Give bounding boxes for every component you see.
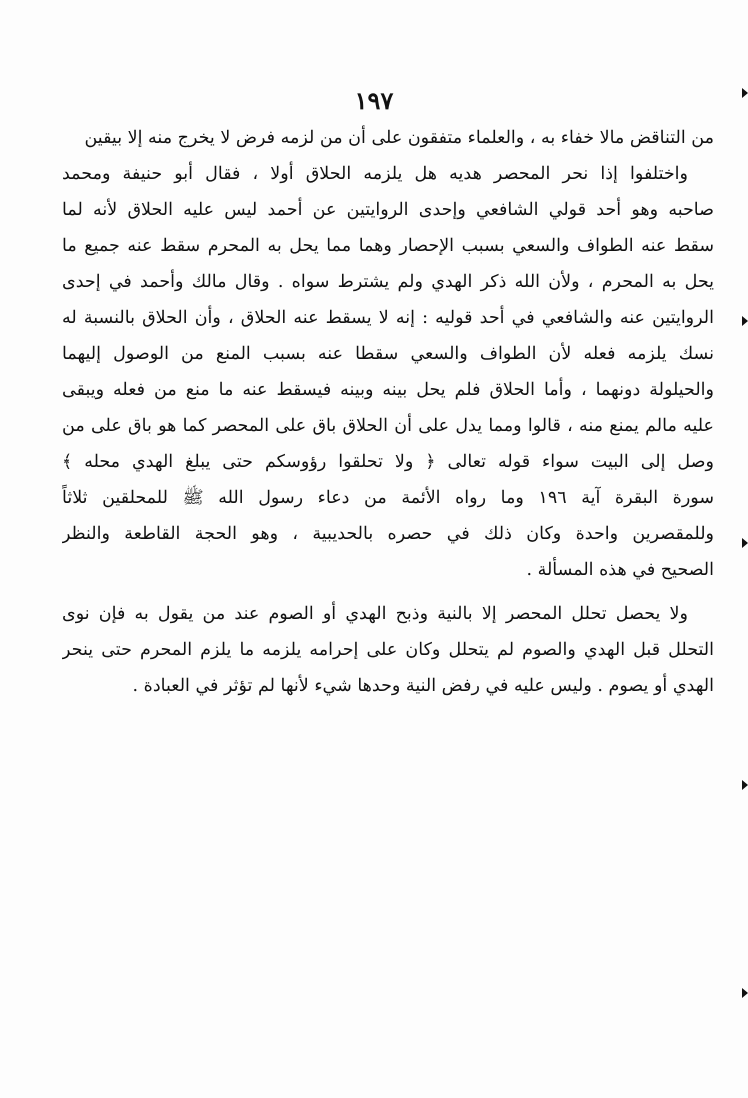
scan-edge-mark [742,316,748,326]
paragraph-gap [62,588,714,596]
paragraph-1 [62,120,714,156]
text-line: نسك يلزمه فعله لأن الطواف والسعي سقطا عنه بسبب المنع من الوصول إليهما [62,344,714,364]
body-text [62,120,714,704]
text-line: يحل به المحرم ، ولأن الله ذكر الهدي ولم يشترط سواه . وقال مالك وأحمد في إحدى [62,272,714,292]
scan-edge-mark [742,780,748,790]
paragraph-3 [62,596,714,704]
text-line: وصل إلى البيت سواء قوله تعالى ﴿ ولا تحلقوا رؤوسكم حتى يبلغ الهدي محله ﴾ [62,452,714,472]
text-line: واختلفوا إذا نحر المحصر هديه هل يلزمه الحلاق أولا ، فقال أبو حنيفة ومحمد [62,164,688,184]
text-line: الروايتين عنه والشافعي في أحد قوليه : إنه لا يسقط عنه الحلاق ، وأن الحلاق بالنسبة له [62,308,714,328]
scan-edge-mark [742,538,748,548]
text-line: وللمقصرين واحدة وكان ذلك في حصره بالحديبية ، وهو الحجة القاطعة والنظر [62,524,714,544]
paragraph-2 [62,156,714,588]
page-number: ١٩٧ [354,86,394,115]
text-line: الصحيح في هذه المسألة . [526,560,714,580]
text-line: سورة البقرة آية ١٩٦ وما رواه الأئمة من دعاء رسول الله ﷺ للمحلقين ثلاثاً [62,488,714,508]
text-line: عليه مالم يمنع منه ، قالوا ومما يدل على أن الحلاق باق على المحصر كما هو باق على من [62,416,714,436]
text-line: التحلل قبل الهدي والصوم لم يتحلل وكان على إحرامه يلزمه ما يلزم المحرم حتى ينحر [62,640,714,660]
scan-edge-mark [742,988,748,998]
text-line: سقط عنه الطواف والسعي بسبب الإحصار وهما مما يحل به المحرم سقط عنه جميع ما [62,236,714,256]
text-line: ولا يحصل تحلل المحصر إلا بالنية وذبح الهدي أو الصوم عند من يقول به فإن نوى [62,604,688,624]
text-line: الهدي أو يصوم . وليس عليه في رفض النية وحدها شيء لأنها لم تؤثر في العبادة . [132,676,714,696]
scan-edge-mark [742,88,748,98]
text-line: صاحبه وهو أحد قولي الشافعي وإحدى الروايتين عن أحمد ليس عليه الحلاق لأنه لما [62,200,714,220]
text-line: والحيلولة دونهما ، وأما الحلاق فلم يحل بينه وبينه فيسقط عنه ما منع من فعله ويبقى [62,380,714,400]
text-line: من التناقض مالا خفاء به ، والعلماء متفقون على أن من لزمه فرض لا يخرج منه إلا بيقين [84,128,714,148]
